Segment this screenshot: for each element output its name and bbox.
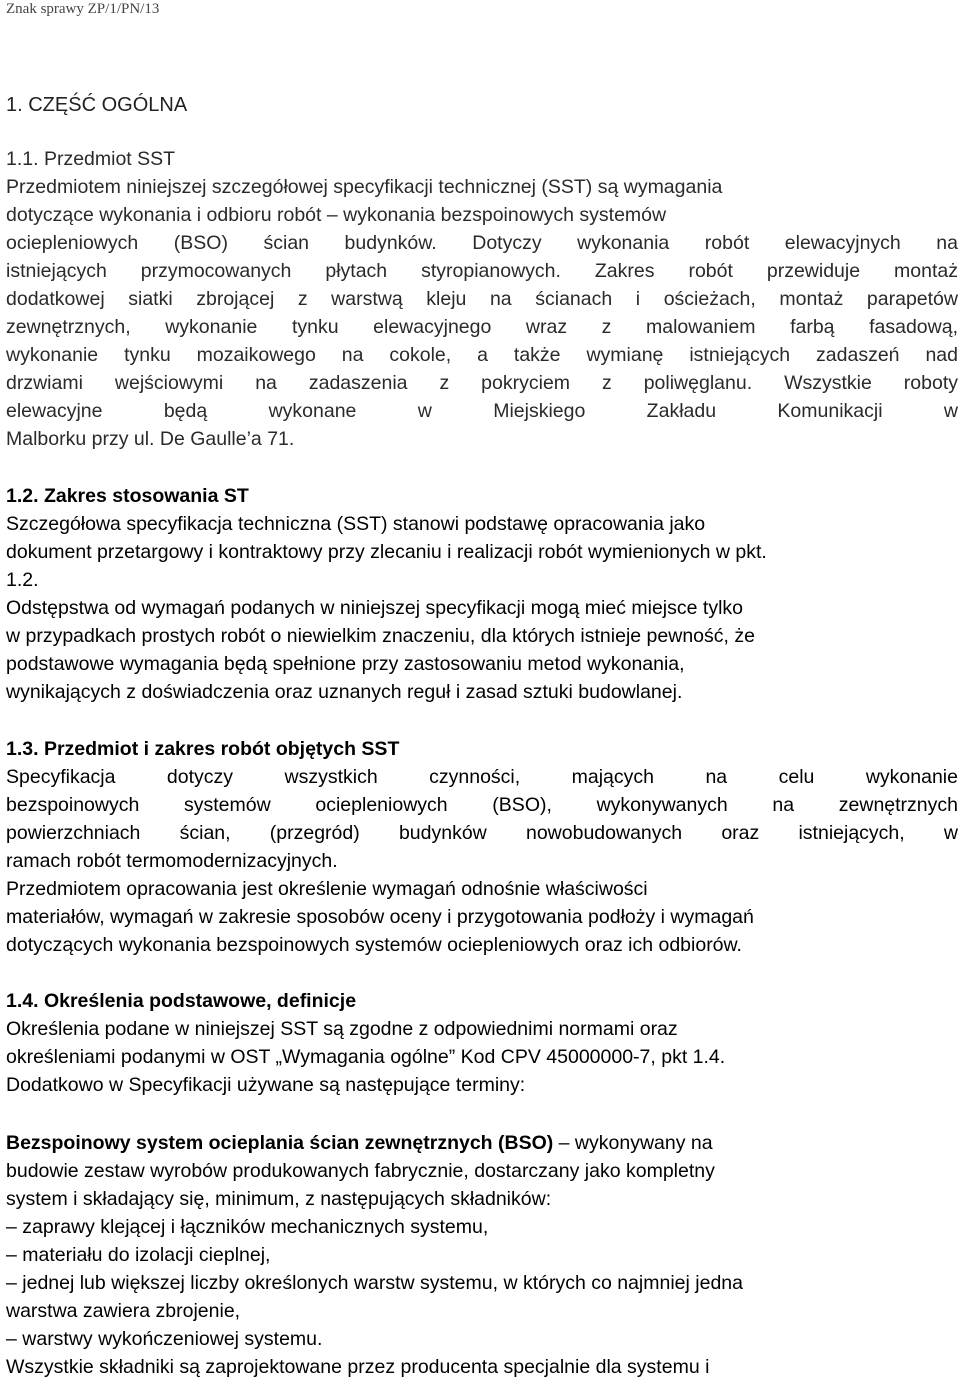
paragraph-line: dokument przetargowy i kontraktowy przy zlecaniu i realizacji robót wymienionych w pkt. [6, 541, 767, 563]
paragraph-line: Malborku przy ul. De Gaulle’a 71. [6, 428, 295, 450]
paragraph-line: bezspoinowych systemów ociepleniowych (BSO), wykonywanych na zewnętrznych [6, 794, 958, 816]
section-1-1-heading: 1.1. Przedmiot SST [6, 148, 176, 170]
paragraph-line: dotyczące wykonania i odbioru robót – wykonania bezspoinowych systemów [6, 204, 667, 226]
paragraph-line: wykonanie tynku mozaikowego na cokole, a także wymianę istniejących zadaszeń nad [6, 344, 958, 366]
list-item: – zaprawy klejącej i łączników mechanicznych systemu, [6, 1216, 489, 1238]
list-item-continuation: warstwa zawiera zbrojenie, [6, 1300, 241, 1322]
section-title: 1. CZĘŚĆ OGÓLNA [6, 94, 188, 116]
definition-first-line [6, 1129, 958, 1157]
paragraph-line: elewacyjne będą wykonane w Miejskiego Zakładu Komunikacji w [6, 400, 958, 422]
case-reference: Znak sprawy ZP/1/PN/13 [6, 1, 160, 17]
paragraph-line: ramach robót termomodernizacyjnych. [6, 850, 338, 872]
section-1-1 [6, 145, 958, 453]
paragraph-line: Wszystkie składniki są zaprojektowane przez producenta specjalnie dla systemu i [6, 1356, 710, 1378]
paragraph-line: powierzchniach ścian, (przegród) budynków nowobudowanych oraz istniejących, w [6, 822, 958, 844]
paragraph-line: system i składający się, minimum, z następujących składników: [6, 1188, 552, 1210]
list-item: – warstwy wykończeniowej systemu. [6, 1328, 323, 1350]
section-1-3-heading: 1.3. Przedmiot i zakres robót objętych SST [6, 738, 400, 760]
definition-rest: – wykonywany na [553, 1132, 713, 1154]
paragraph-line: dotyczących wykonania bezspoinowych systemów ociepleniowych oraz ich odbiorów. [6, 934, 742, 956]
definition-term: Bezspoinowy system ocieplania ścian zewnętrznych (BSO) [6, 1132, 554, 1154]
paragraph-line: podstawowe wymagania będą spełnione przy zastosowaniu metod wykonania, [6, 653, 685, 675]
paragraph-line: ociepleniowych (BSO) ścian budynków. Dotyczy wykonania robót elewacyjnych na [6, 232, 958, 254]
section-1-2-heading: 1.2. Zakres stosowania ST [6, 485, 249, 507]
paragraph-line: Określenia podane w niniejszej SST są zgodne z odpowiednimi normami oraz [6, 1018, 678, 1040]
paragraph-line: 1.2. [6, 569, 39, 591]
paragraph-line: Dodatkowo w Specyfikacji używane są następujące terminy: [6, 1074, 526, 1096]
paragraph-line: budowie zestaw wyrobów produkowanych fabrycznie, dostarczany jako kompletny [6, 1160, 715, 1182]
section-1-3 [6, 735, 958, 959]
paragraph-line: Przedmiotem niniejszej szczegółowej specyfikacji technicznej (SST) są wymagania [6, 176, 723, 198]
paragraph-line: istniejących przymocowanych płytach styropianowych. Zakres robót przewiduje montaż [6, 260, 958, 282]
paragraph-line: dodatkowej siatki zbrojącej z warstwą kleju na ścianach i ościeżach, montaż parapetów [6, 288, 958, 310]
paragraph-line: Szczegółowa specyfikacja techniczna (SST) stanowi podstawę opracowania jako [6, 513, 706, 535]
paragraph-line: Przedmiotem opracowania jest określenie wymagań odnośnie właściwości [6, 878, 648, 900]
section-1-4-heading: 1.4. Określenia podstawowe, definicje [6, 990, 357, 1012]
paragraph-line: Specyfikacja dotyczy wszystkich czynności, mających na celu wykonanie [6, 766, 958, 788]
paragraph-line: drzwiami wejściowymi na zadaszenia z pokryciem z poliwęglanu. Wszystkie roboty [6, 372, 958, 394]
paragraph-line: w przypadkach prostych robót o niewielkim znaczeniu, dla których istnieje pewność, że [6, 625, 755, 647]
definition-bso [6, 1129, 958, 1381]
list-item: – jednej lub większej liczby określonych warstw systemu, w których co najmniej jedna [6, 1272, 743, 1294]
section-1-2 [6, 482, 958, 706]
paragraph-line: materiałów, wymagań w zakresie sposobów oceny i przygotowania podłoży i wymagań [6, 906, 754, 928]
paragraph-line: określeniami podanymi w OST „Wymagania ogólne” Kod CPV 45000000-7, pkt 1.4. [6, 1046, 726, 1068]
paragraph-line: zewnętrznych, wykonanie tynku elewacyjnego wraz z malowaniem farbą fasadową, [6, 316, 958, 338]
list-item: – materiału do izolacji cieplnej, [6, 1244, 271, 1266]
paragraph-line: Odstępstwa od wymagań podanych w niniejszej specyfikacji mogą mieć miejsce tylko [6, 597, 743, 619]
paragraph-line: wynikających z doświadczenia oraz uznanych reguł i zasad sztuki budowlanej. [6, 681, 683, 703]
section-1-4 [6, 987, 958, 1099]
